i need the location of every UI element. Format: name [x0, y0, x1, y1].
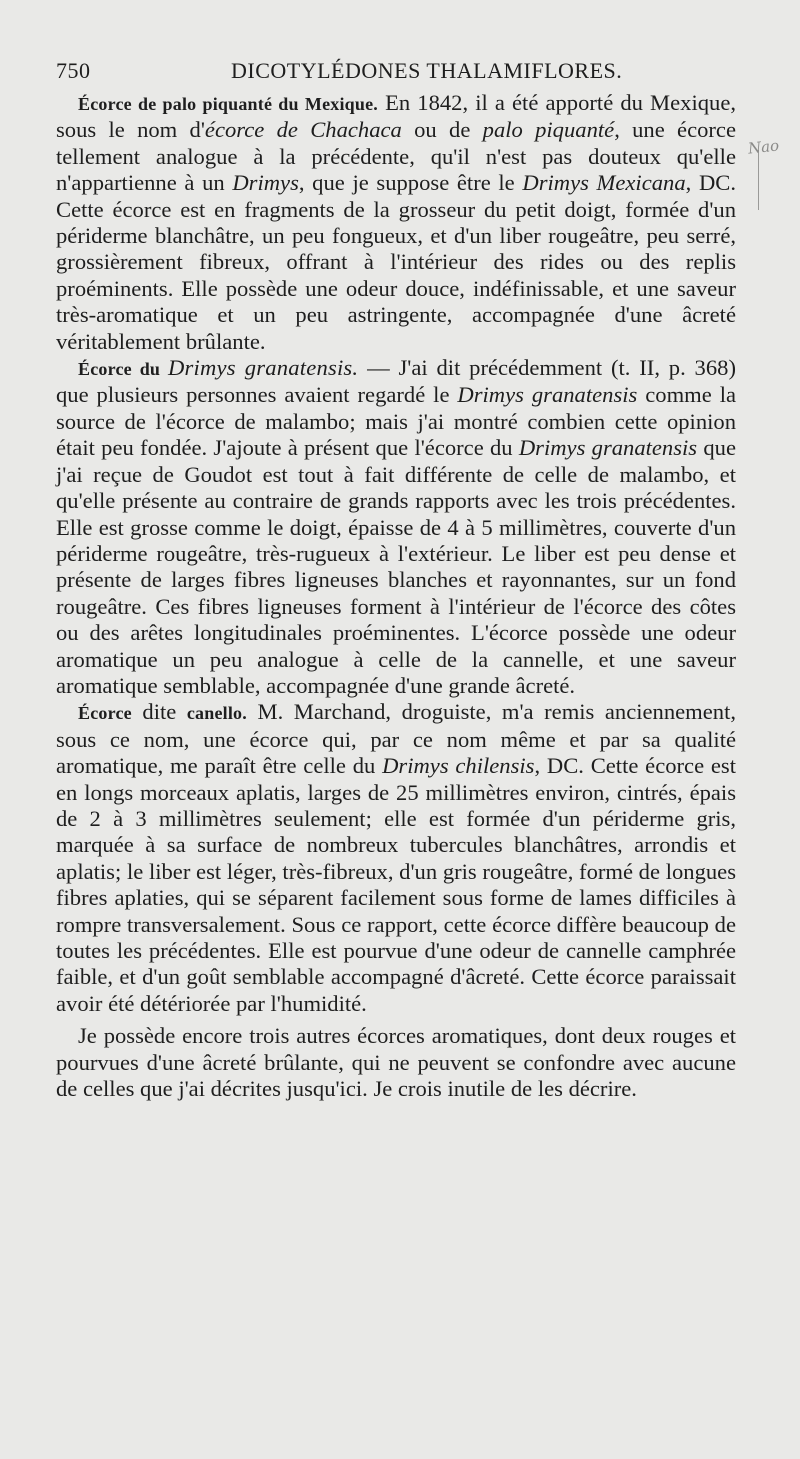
paragraph-canello: Écorce dite canello. M. Marchand, droguiste, m'a remis anciennement, sous ce nom, une écorce qui, par ce nom même et par sa qualité aromatique, me paraît être celle du Drimys chilensis, DC. Cette écorce est en longs morceaux aplatis, larges de 25 millimètres environ, cintrés, épais de 2 à 3 millimètres seulement; elle est formée d'un périderme gris, marquée à sa surface de nombreux tubercules blanchâtres, arrondis et aplatis; le liber est léger, très-fibreux, d'un gris rougeâtre, formé de longues fibres aplaties, qui se séparent facilement sous forme de lames difficiles à rompre transversalement. Sous ce rapport, cette écorce diffère beaucoup de toutes les précédentes. Elle est pourvue d'une odeur de cannelle camphrée faible, et d'un goût semblable accompagné d'âcreté. Cette écorce paraissait avoir été détériorée par l'humidité. — [56, 699, 737, 1016]
section-heading: Écorce de palo piquanté du Mexique. — [78, 94, 378, 114]
page-header — [56, 58, 746, 88]
section-heading: Écorce — [78, 703, 132, 724]
handwritten-margin-note: Nao — [747, 136, 780, 158]
section-heading: Écorce du Drimys granatensis. — [78, 355, 359, 381]
running-title: DICOTYLÉDONES THALAMIFLORES. — [231, 58, 623, 83]
margin-bracket — [758, 150, 767, 210]
paragraph-drimys-granatensis: Écorce du Drimys granatensis. — J'ai dit précédemment (t. II, p. 368) que plusieurs personnes avaient regardé le Drimys granatensis comme la source de l'écorce de malambo; mais j'ai montré combien cette opinion était peu fondée. J'ajoute à présent que l'écorce du Drimys granatensis que j'ai reçue de Goudot est tout à fait différente de celle de malambo, et qu'elle présente au contraire de grands rapports avec les trois précédentes. Elle est grosse comme le doigt, épaisse de 4 à 5 millimètres, couverte d'un périderme rougeâtre, très-rugueux à l'extérieur. Le liber est peu dense et présente de larges fibres ligneuses blanches et rayonnantes, sur un fond rougeâtre. Ces fibres ligneuses forment à l'intérieur de l'écorce des côtes ou des arêtes longitudinales proéminentes. L'écorce possède une odeur aromatique un peu analogue à celle de la cannelle, et une saveur aromatique semblable, accompagnée d'une grande âcreté. — [56, 355, 736, 698]
page-body — [56, 90, 736, 1102]
paragraph-closing: Je possède encore trois autres écorces aromatiques, dont deux rouges et pourvues d'une âcreté brûlante, qui ne peuvent se confondre avec aucune de celles que j'ai décrites jusqu'ici. Je crois inutile de les décrire. — [56, 1023, 736, 1102]
section-heading-term: canello. — [186, 703, 247, 724]
paragraph-palo-piquante: Écorce de palo piquanté du Mexique. En 1842, il a été apporté du Mexique, sous le nom d'écorce de Chachaca ou de palo piquanté, une écorce tellement analogue à la précédente, qu'il n'est pas douteux qu'elle n'appartienne à un Drimys, que je suppose être le Drimys Mexicana, DC. Cette écorce est en fragments de la grosseur du petit doigt, formée d'un périderme blanchâtre, un peu fongueux, et d'un liber rougeâtre, peu serré, grossièrement fibreux, offrant à l'intérieur des rides ou des replis proéminents. Elle possède une odeur douce, indéfinissable, et une saveur très-aromatique et un peu astringente, accompagnée d'une âcreté véritablement brûlante. — [56, 90, 736, 354]
page-number: 750 — [56, 58, 91, 83]
